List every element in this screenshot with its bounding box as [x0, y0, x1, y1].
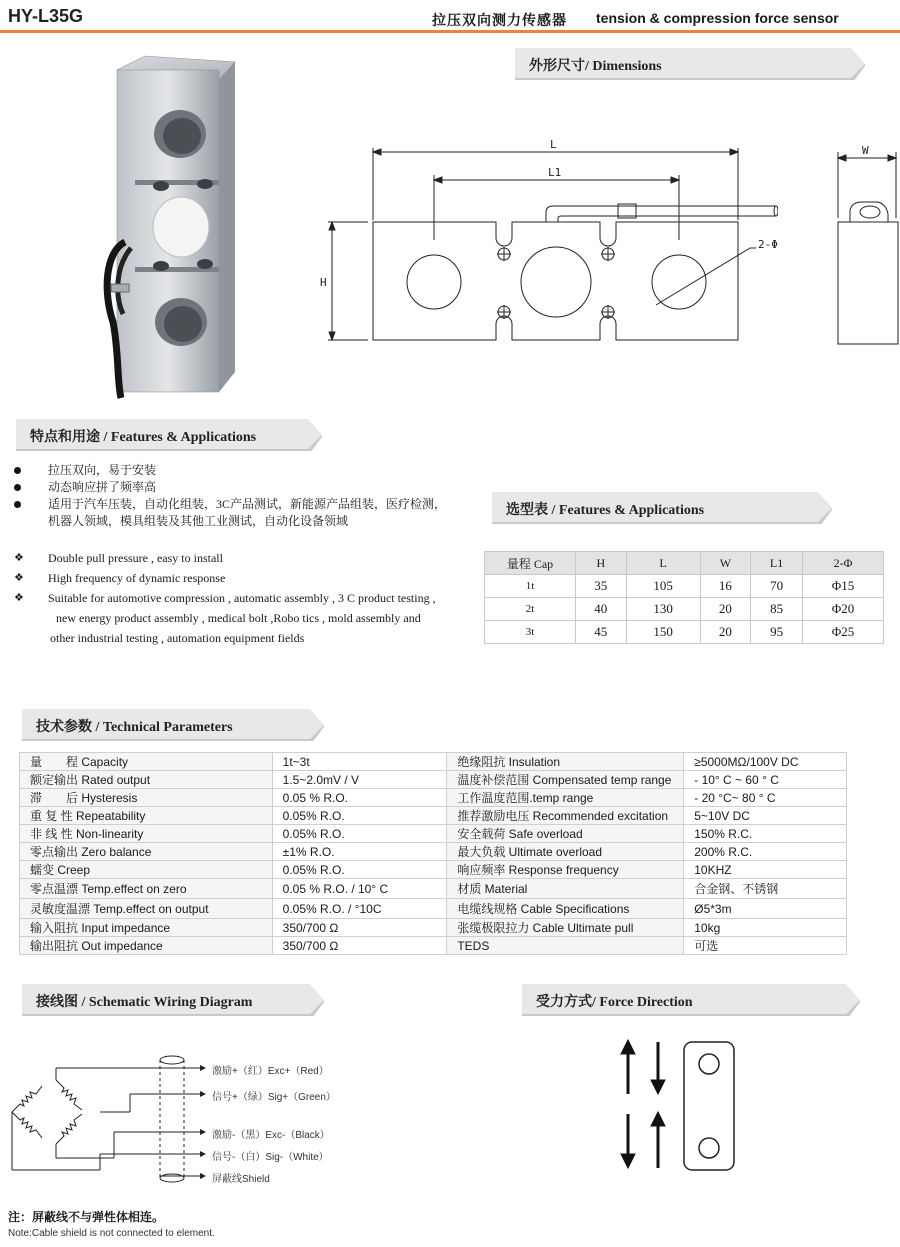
param-name: TEDS: [447, 937, 684, 955]
param-name: 零点输出 Zero balance: [20, 843, 273, 861]
selection-header-row: [485, 552, 884, 575]
dim-label-h: H: [320, 276, 327, 289]
table-row: [20, 789, 847, 807]
table-row: [485, 598, 884, 621]
param-name: 额定输出 Rated output: [20, 771, 273, 789]
table-row: [20, 861, 847, 879]
arrow-down-icon: [651, 1080, 665, 1094]
header-rule: [0, 30, 900, 33]
dimensions-title: 外形尺寸/ Dimensions: [529, 59, 662, 74]
wiring-title: 接线图 / Schematic Wiring Diagram: [36, 995, 253, 1010]
table-cell: Φ25: [803, 621, 884, 644]
param-name: 推荐激励电压 Recommended excitation: [447, 807, 684, 825]
force-direction-diagram: [612, 1036, 742, 1176]
col-header: 量程 Cap: [485, 552, 576, 575]
technical-title: 技术参数 / Technical Parameters: [36, 720, 233, 735]
table-cell: 20: [700, 598, 751, 621]
table-row: [20, 879, 847, 899]
table-cell: 16: [700, 575, 751, 598]
table-cell: 20: [700, 621, 751, 644]
dimensions-banner: [515, 48, 865, 80]
param-value: 可选: [684, 937, 847, 955]
param-value: - 20 °C~ 80 ° C: [684, 789, 847, 807]
param-name: 输出阻抗 Out impedance: [20, 937, 273, 955]
param-name: 响应频率 Response frequency: [447, 861, 684, 879]
bullet-dot-icon: [14, 484, 21, 491]
param-value: 0.05 % R.O. / 10° C: [272, 879, 447, 899]
product-title-cn: 拉压双向测力传感器: [432, 14, 567, 29]
param-value: ≥5000MΩ/100V DC: [684, 753, 847, 771]
param-name: 滞 后 Hysteresis: [20, 789, 273, 807]
table-cell: 70: [751, 575, 803, 598]
wiring-banner: [22, 984, 324, 1016]
param-value: 200% R.C.: [684, 843, 847, 861]
param-value: 0.05% R.O.: [272, 861, 447, 879]
technical-parameters-table: [19, 752, 847, 955]
table-row: [485, 621, 884, 644]
param-value: 0.05% R.O.: [272, 807, 447, 825]
selection-banner: [492, 492, 832, 524]
force-banner: [522, 984, 860, 1016]
param-value: 1t~3t: [272, 753, 447, 771]
feature-cn-item: 动态响应拼了频率高: [14, 479, 454, 496]
note-en: Note:Cable shield is not connected to element.: [8, 1228, 215, 1239]
dimension-drawing-front: [318, 130, 778, 355]
table-row: [20, 807, 847, 825]
bullet-dot-icon: [14, 501, 21, 508]
param-name: 非 线 性 Non-linearity: [20, 825, 273, 843]
wire-label-exc-minus: 激励-（黑）Exc-（Black）: [212, 1130, 330, 1141]
features-en-list: [14, 548, 454, 648]
table-row: [20, 825, 847, 843]
param-value: 350/700 Ω: [272, 937, 447, 955]
table-cell: 105: [626, 575, 700, 598]
technical-table-body: [20, 753, 847, 955]
table-row: [485, 575, 884, 598]
table-row: [20, 919, 847, 937]
table-row: [20, 843, 847, 861]
param-name: 材质 Material: [447, 879, 684, 899]
features-cn-list: [14, 462, 454, 530]
param-value: ±1% R.O.: [272, 843, 447, 861]
diamond-bullet-icon: ❖: [14, 592, 24, 604]
param-value: 350/700 Ω: [272, 919, 447, 937]
features-banner: [16, 419, 322, 451]
table-row: [20, 899, 847, 919]
dim-label-l1: L1: [548, 166, 562, 179]
param-name: 输入阻抗 Input impedance: [20, 919, 273, 937]
param-value: 150% R.C.: [684, 825, 847, 843]
feature-cn-item: 适用于汽车压装，自动化组装，3C产品测试，新能源产品组装，医疗检测，: [14, 496, 454, 513]
param-name: 工作温度范围.temp range: [447, 789, 684, 807]
wire-label-sig-minus: 信号-（白）Sig-（White）: [212, 1152, 329, 1163]
table-row: [20, 937, 847, 955]
param-name: 电缆线规格 Cable Specifications: [447, 899, 684, 919]
table-row: [20, 753, 847, 771]
table-cell: 2t: [485, 598, 576, 621]
feature-en-item-cont: other industrial testing , automation equipment fields: [50, 631, 305, 645]
wire-label-sig-plus: 信号+（绿）Sig+（Green）: [212, 1092, 336, 1103]
param-value: 10KHZ: [684, 861, 847, 879]
diamond-bullet-icon: ❖: [14, 552, 24, 564]
table-cell: 150: [626, 621, 700, 644]
selection-table: [484, 551, 884, 644]
param-name: 量 程 Capacity: [20, 753, 273, 771]
param-value: 5~10V DC: [684, 807, 847, 825]
table-row: [20, 771, 847, 789]
table-cell: Φ20: [803, 598, 884, 621]
param-name: 重 复 性 Repeatability: [20, 807, 273, 825]
param-value: 合金钢、不锈钢: [684, 879, 847, 899]
param-value: 10kg: [684, 919, 847, 937]
param-value: 0.05% R.O.: [272, 825, 447, 843]
table-cell: 40: [576, 598, 627, 621]
param-name: 零点温漂 Temp.effect on zero: [20, 879, 273, 899]
feature-cn-item-cont: 机器人领域，模具组装及其他工业测试，自动化设备领域: [48, 514, 349, 528]
table-cell: 95: [751, 621, 803, 644]
model-number: HY-L35G: [8, 6, 84, 26]
param-name: 最大负载 Ultimate overload: [447, 843, 684, 861]
col-header: 2-Φ: [803, 552, 884, 575]
wire-label-exc-plus: 激励+（红）Exc+（Red）: [212, 1066, 329, 1077]
param-name: 绝缘阻抗 Insulation: [447, 753, 684, 771]
col-header: L1: [751, 552, 803, 575]
table-cell: Φ15: [803, 575, 884, 598]
param-name: 蠕变 Creep: [20, 861, 273, 879]
param-value: 0.05 % R.O.: [272, 789, 447, 807]
force-title: 受力方式/ Force Direction: [536, 995, 693, 1010]
dimension-drawing-side: [826, 138, 900, 348]
table-cell: 85: [751, 598, 803, 621]
param-name: 张缆极限拉力 Cable Ultimate pull: [447, 919, 684, 937]
table-cell: 130: [626, 598, 700, 621]
param-name: 安全载荷 Safe overload: [447, 825, 684, 843]
feature-en-item: ❖ Double pull pressure , easy to install: [14, 548, 454, 568]
table-cell: 35: [576, 575, 627, 598]
dim-label-l: L: [550, 138, 557, 151]
table-cell: 1t: [485, 575, 576, 598]
arrow-down-icon: [621, 1154, 635, 1168]
feature-en-item: ❖ Suitable for automotive compression , automatic assembly , 3 C product testing ,: [14, 588, 454, 608]
arrow-up-icon: [621, 1040, 635, 1054]
param-value: 0.05% R.O. / °10C: [272, 899, 447, 919]
param-name: 灵敏度温漂 Temp.effect on output: [20, 899, 273, 919]
bullet-dot-icon: [14, 467, 21, 474]
col-header: W: [700, 552, 751, 575]
feature-en-item: ❖ High frequency of dynamic response: [14, 568, 454, 588]
param-name: 温度补偿范围 Compensated temp range: [447, 771, 684, 789]
feature-cn-item: 拉压双向，易于安装: [14, 462, 454, 479]
features-title: 特点和用途 / Features & Applications: [30, 430, 257, 445]
table-cell: 3t: [485, 621, 576, 644]
col-header: L: [626, 552, 700, 575]
product-photo: [95, 52, 245, 400]
feature-en-item-cont: new energy product assembly , medical bolt ,Robo tics , mold assembly and: [56, 611, 421, 625]
dim-label-hole: 2-Φ: [758, 238, 778, 251]
note-cn: 注：屏蔽线不与弹性体相连。: [8, 1210, 165, 1224]
technical-banner: [22, 709, 324, 741]
dim-label-w: W: [862, 144, 869, 157]
arrow-up-icon: [651, 1112, 665, 1126]
table-cell: 45: [576, 621, 627, 644]
diamond-bullet-icon: ❖: [14, 572, 24, 584]
param-value: - 10° C ~ 60 ° C: [684, 771, 847, 789]
param-value: 1.5~2.0mV / V: [272, 771, 447, 789]
product-title-en: tension & compression force sensor: [596, 10, 839, 26]
wire-label-shield: 屏蔽线Shield: [212, 1174, 270, 1185]
selection-title: 选型表 / Features & Applications: [506, 503, 705, 518]
col-header: H: [576, 552, 627, 575]
param-value: Ø5*3m: [684, 899, 847, 919]
